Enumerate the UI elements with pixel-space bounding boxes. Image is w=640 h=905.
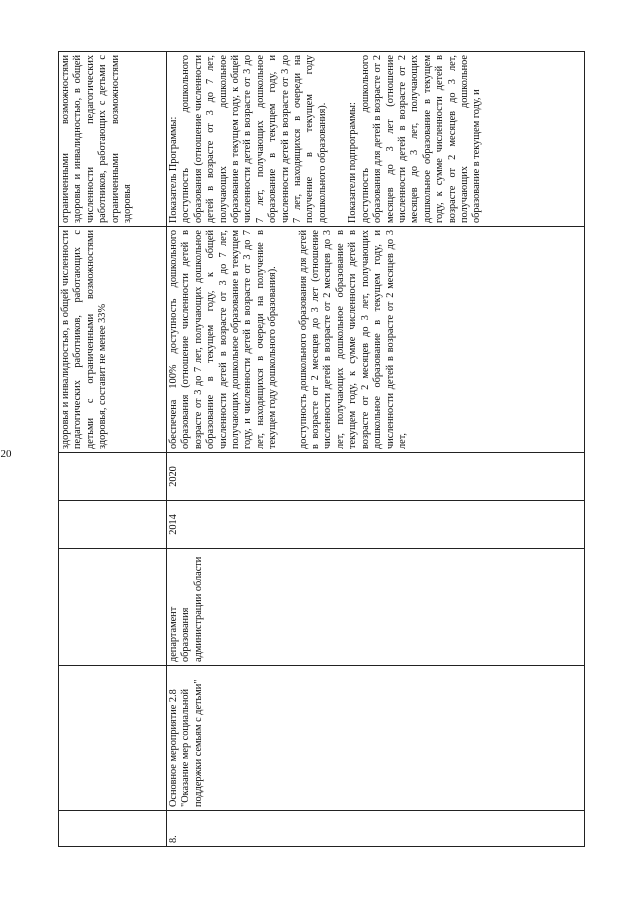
indicator-continued-text: ограниченными возможностями здоровья и инвалидностью, в общей численности педагогических работников, работающих с детьми с ограниченными возможностями здоровья	[60, 55, 134, 223]
result-paragraph-1: обеспечена 100% доступность дошкольного образования (отношение численности детей в возрасте от 3 до 7 лет, получающих дошкольное образование в текущем году, к общей численности детей в возрасте от 3 до 7 лет, получающих дошкольное образование в текущем году, и численности детей в возрасте от 3 до 7 лет, находящихся в очереди на получение в текущем году дошкольного образования).	[168, 230, 279, 449]
indicator-paragraph-1: доступность дошкольного образования (отношение численности детей в возрасте от 3 до 7 лет, получающих дошкольное образование в текущем году, к общей численности детей в возрасте от 3 до 7 лет, получающих дошкольное образование в текущем году, и численности детей в возрасте от 3 до 7 лет, находящихся в очереди на получение в текущем году дошкольного образования).	[180, 55, 328, 223]
result-continued-text: здоровья и инвалидностью, в общей численности педагогических работников, работающих с детьми с ограниченными возможностями здоровья, составит не менее 33%	[60, 230, 109, 449]
program-events-table	[58, 51, 585, 847]
cell-number-empty	[59, 811, 167, 847]
cell-expected-result	[167, 227, 585, 453]
cell-event-empty	[59, 666, 167, 811]
page-number: 20	[0, 448, 12, 460]
indicator-heading-program: Показатель Программы:	[168, 116, 179, 223]
cell-result-continued	[59, 227, 167, 453]
cell-executor-empty	[59, 549, 167, 666]
cell-row-number: 8.	[167, 811, 585, 847]
cell-start-year: 2014	[167, 501, 585, 549]
table-row-continuation	[59, 52, 167, 847]
indicator-paragraph-2: доступность дошкольного образования для детей в возрасте от 2 месяцев до 3 лет (отношение численности детей в возрасте от 2 месяцев до 3 лет, получающих дошкольное образование в текущем году, к сумме численности детей в возрасте от 2 месяцев до 3 лет, получающих дошкольное образование в текущем году, и	[359, 55, 483, 223]
cell-start-empty	[59, 501, 167, 549]
result-paragraph-2: доступность дошкольного образования для детей в возрасте от 2 месяцев до 3 лет (отношение численности детей в возрасте от 2 месяцев до 3 лет, получающих дошкольное образование в текущем году, к сумме численности детей в возрасте от 2 месяцев до 3 лет, получающих дошкольное образование в текущем году, и численности детей в возрасте от 2 месяцев до 3 лет,	[297, 230, 408, 449]
cell-executor: департамент образования администрации области	[167, 549, 585, 666]
indicator-heading-subprogram: Показатели подпрограммы:	[347, 102, 359, 223]
rotated-page	[58, 52, 583, 847]
cell-end-empty	[59, 453, 167, 501]
cell-indicators	[167, 52, 585, 227]
cell-event-name: Основное мероприятие 2.8 "Оказание мер социальной поддержки семьям с детьми"	[167, 666, 585, 811]
cell-indicator-continued	[59, 52, 167, 227]
table-row-8	[167, 52, 585, 847]
cell-end-year: 2020	[167, 453, 585, 501]
